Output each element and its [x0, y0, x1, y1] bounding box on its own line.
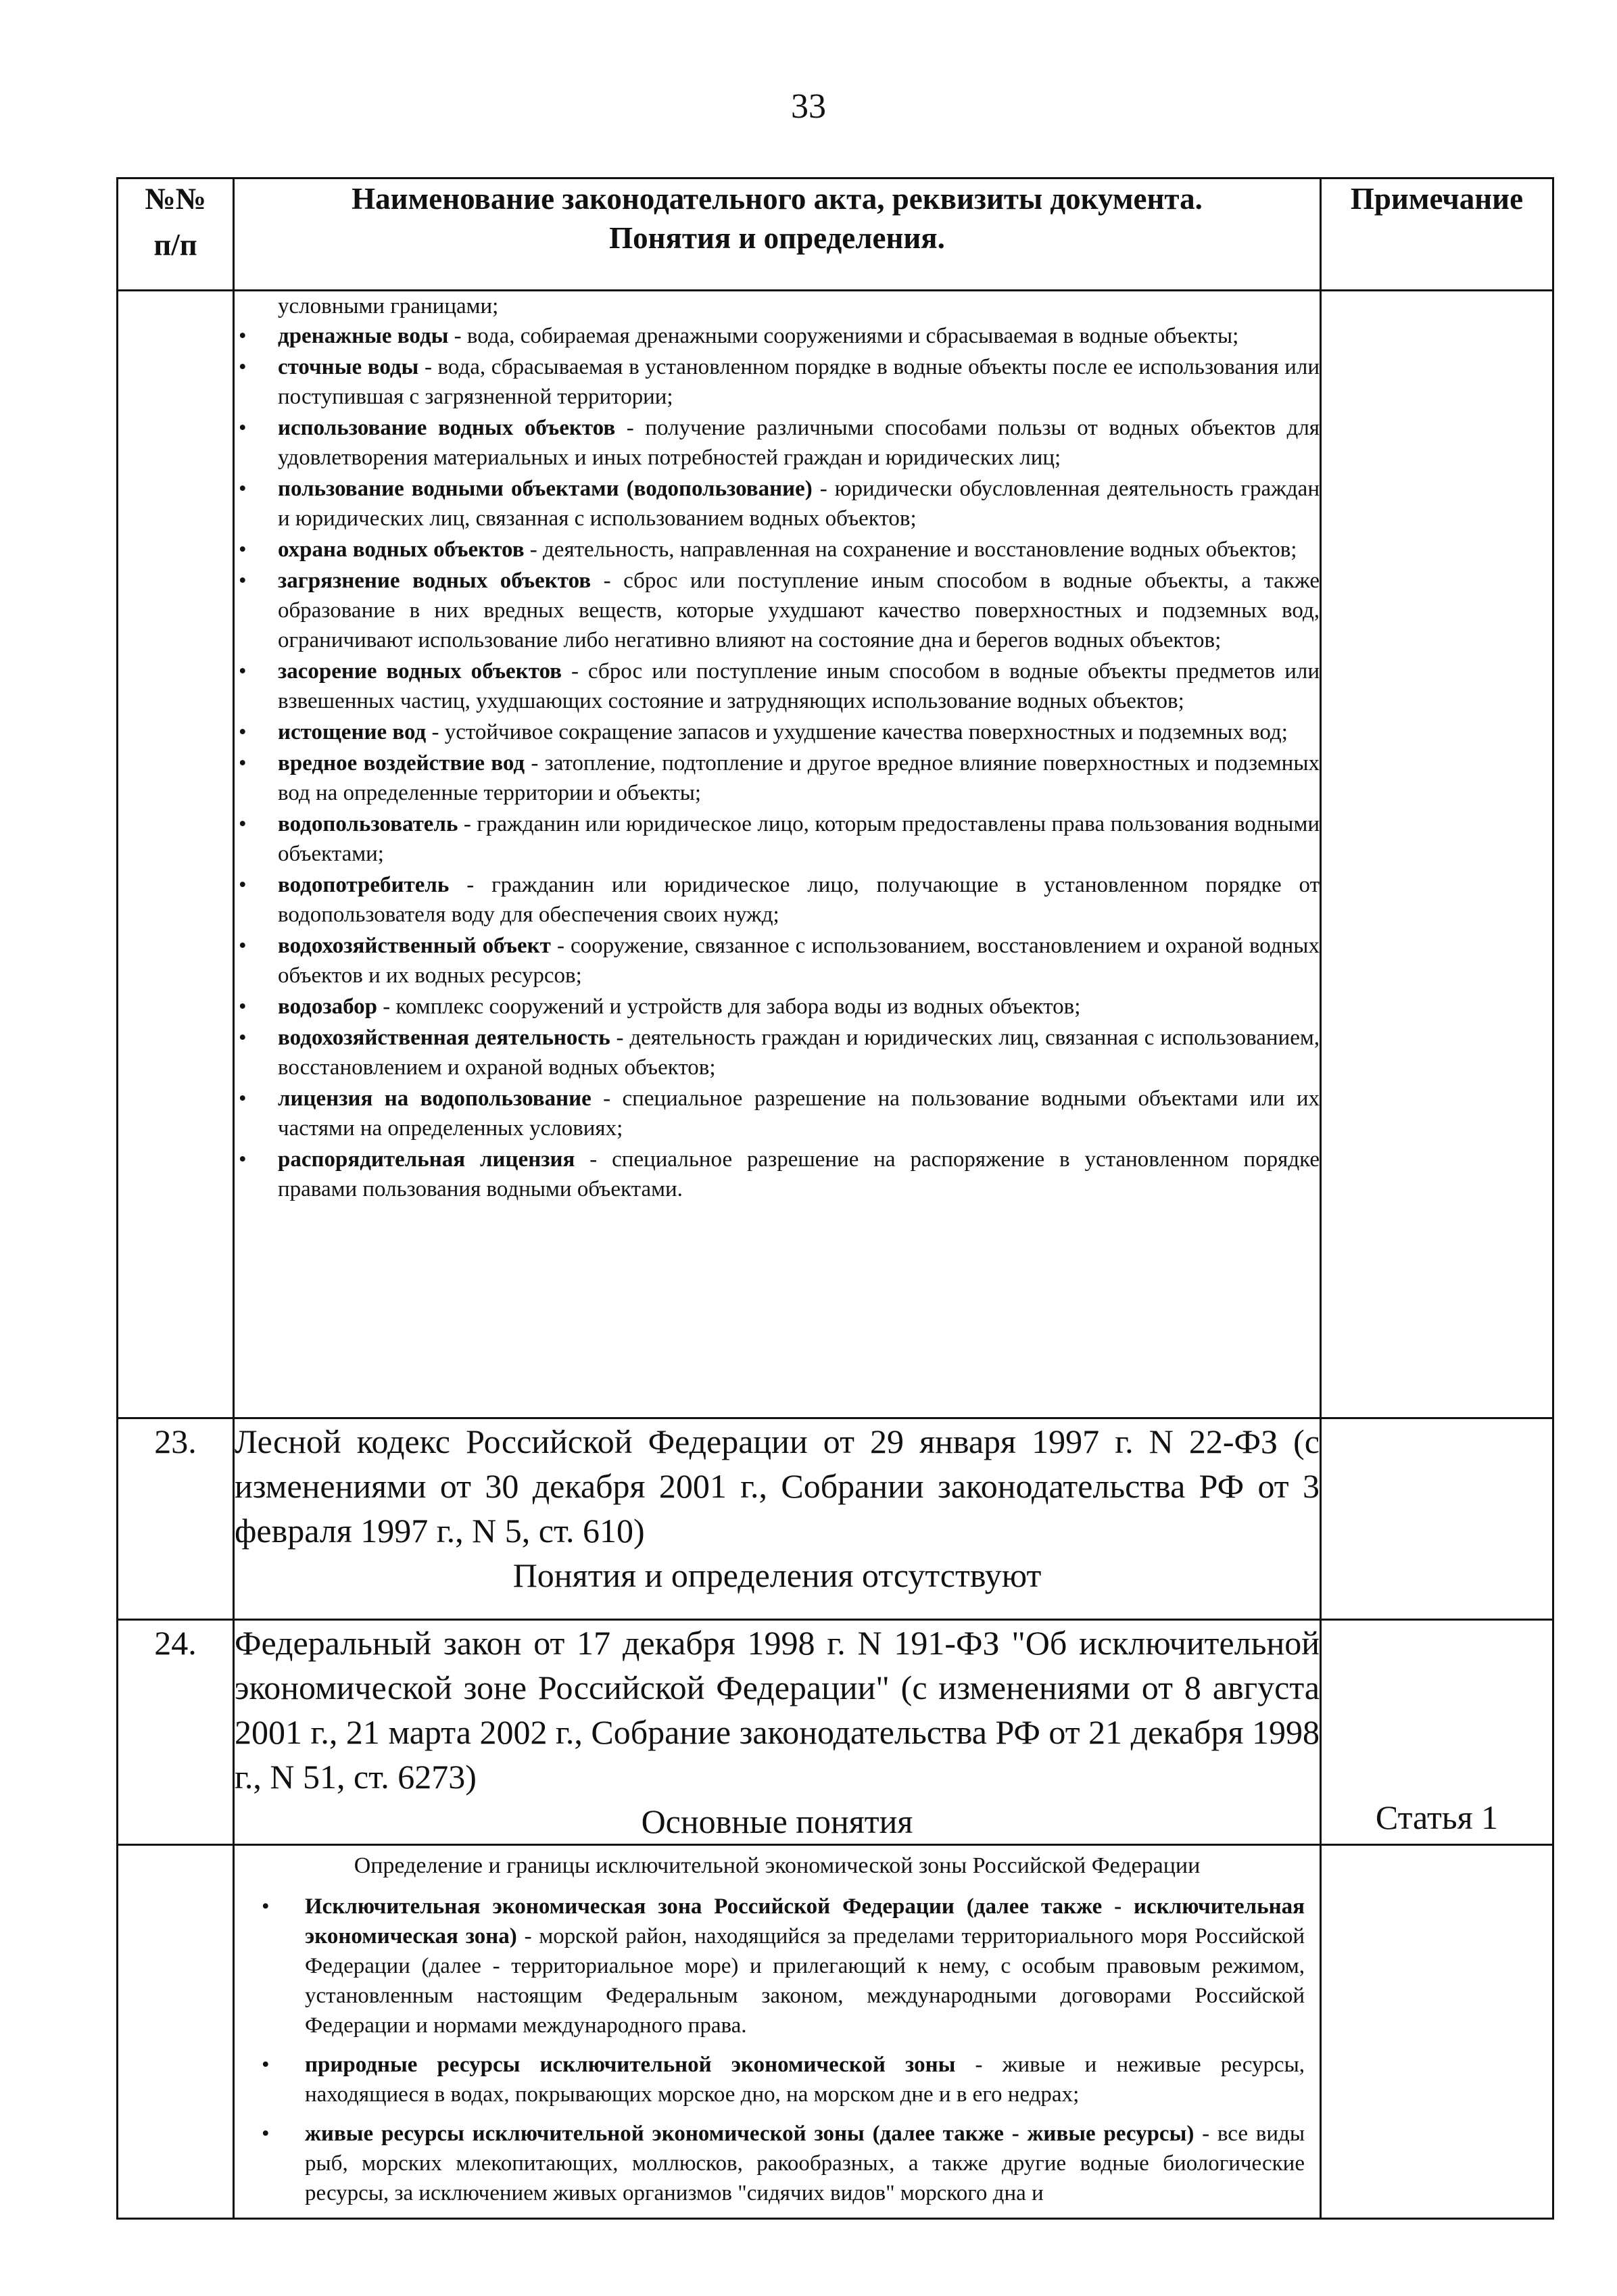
definition-text: - живые и неживые ресурсы, находящиеся в водах, покрывающих морское дно, на морском дне и в его недрах; [305, 2053, 1305, 2107]
bullet-icon: • [239, 812, 247, 836]
continuation-lead-text: условными границами; [278, 294, 499, 318]
definitions-list [235, 321, 1320, 1204]
bullet-icon: • [239, 1026, 247, 1050]
definition-term: водопотребитель [278, 873, 450, 897]
definition-term: засорение водных объектов [278, 659, 562, 684]
bullet-icon: • [239, 569, 247, 593]
bullet-icon: • [239, 659, 247, 684]
row-24-defs-cell [234, 1845, 1321, 2219]
bullet-icon: • [239, 416, 247, 440]
definition-term: водопользователь [278, 812, 458, 836]
definition-text: - сброс или поступление иным способом в водные объекты, а также образование в них вредных веществ, которые ухудшают качество поверхностных и подземных вод, ограничивают использование либо негативно влияют на состояние дна и берегов водных объектов; [278, 569, 1320, 652]
definition-text: - морской район, находящийся за пределами территориального моря Российской Федерации (далее - территориальное море) и прилегающий к нему, с особым правовым режимом, установленным настоящим Федеральным законом, международными договорами Российской Федерации и нормами международного права. [305, 1924, 1305, 2038]
header-number-column [118, 178, 234, 291]
definition-text: - юридически обусловленная деятельность граждан и юридических лиц, связанная с использованием водных объектов; [278, 477, 1320, 531]
legislation-table [116, 177, 1554, 2220]
definition-item [235, 931, 1320, 990]
definition-item [262, 2119, 1305, 2208]
page-number: 33 [791, 87, 826, 126]
definition-item [235, 352, 1320, 412]
row-23-act-title: Лесной кодекс Российской Федерации от 29 января 1997 г. N 22-ФЗ (с изменениями от 30 декабря 2001 г., Собрании законодательства РФ от 3 февраля 1997 г., N 5, ст. 610) [235, 1422, 1320, 1550]
definition-item [235, 870, 1320, 930]
row-24-subtitle: Основные понятия [641, 1802, 913, 1840]
definition-text: - все виды рыб, морских млекопитающих, моллюсков, ракообразных, а также другие водные биологические ресурсы, за исключением живых организмов "сидячих видов" морского дна и [305, 2122, 1305, 2205]
row-23-act-cell [234, 1418, 1321, 1620]
definition-term: водохозяйственная деятельность [278, 1026, 610, 1050]
definition-term: сточные воды [278, 355, 419, 379]
definition-item [235, 992, 1320, 1022]
definition-term: водохозяйственный объект [278, 934, 551, 958]
definition-term: Исключительная экономическая зона Российской Федерации (далее также - исключительная экономическая зона) [305, 1894, 1305, 1948]
definition-term: распорядительная лицензия [278, 1147, 575, 1172]
definition-text: - специальное разрешение на пользование водными объектами или их частями на определенных условиях; [278, 1086, 1320, 1141]
header-name-line1: Наименование законодательного акта, реквизиты документа. [352, 182, 1203, 216]
definition-item [262, 1892, 1305, 2040]
definition-item [235, 1023, 1320, 1082]
row-24-section-title: Определение и границы исключительной экономической зоны Российской Федерации [354, 1853, 1201, 1878]
definition-term: природные ресурсы исключительной экономической зоны [305, 2053, 956, 2077]
row-24-definitions-list [262, 1892, 1305, 2208]
definition-term: живые ресурсы исключительной экономической зоны (далее также - живые ресурсы) [305, 2122, 1194, 2146]
definition-text: - комплекс сооружений и устройств для забора воды из водных объектов; [377, 995, 1081, 1019]
row-24-defs-note-cell [1321, 1845, 1553, 2219]
continuation-note-cell [1321, 291, 1553, 1418]
definition-term: пользование водными объектами (водопользование) [278, 477, 813, 501]
continuation-number-cell [118, 291, 234, 1418]
definition-item [262, 2050, 1305, 2109]
continuation-definitions-cell [234, 291, 1321, 1418]
definition-text: - затопление, подтопление и другое вредное влияние поверхностных и подземных вод на определенные территории и объекты; [278, 751, 1320, 805]
bullet-icon: • [262, 2122, 270, 2146]
bullet-icon: • [262, 2053, 270, 2077]
row-24-number: 24. [118, 1620, 234, 1845]
definition-term: истощение вод [278, 720, 427, 744]
header-name-column [234, 178, 1321, 291]
bullet-icon: • [239, 537, 247, 562]
header-number-line2: п/п [153, 228, 197, 262]
definition-item [235, 413, 1320, 473]
definition-item [235, 1084, 1320, 1143]
bullet-icon: • [239, 1086, 247, 1111]
header-name-line2: Понятия и определения. [609, 221, 945, 255]
definition-term: лицензия на водопользование [278, 1086, 592, 1111]
definition-text: - получение различными способами пользы от водных объектов для удовлетворения материальных и иных потребностей граждан и юридических лиц; [278, 416, 1320, 470]
bullet-icon: • [239, 995, 247, 1019]
definition-text: - деятельность граждан и юридических лиц, связанная с использованием, восстановлением и охраной водных объектов; [278, 1026, 1320, 1080]
definition-term: использование водных объектов [278, 416, 616, 440]
bullet-icon: • [239, 720, 247, 744]
definition-text: - гражданин или юридическое лицо, получающие в установленном порядке от водопользователя воду для обеспечения своих нужд; [278, 873, 1320, 927]
definition-term: загрязнение водных объектов [278, 569, 592, 593]
bullet-icon: • [239, 873, 247, 897]
header-number-line1: №№ [145, 182, 206, 216]
definition-text: - деятельность, направленная на сохранение и восстановление водных объектов; [524, 537, 1297, 562]
definition-item [235, 717, 1320, 747]
row-24-defs-number-cell [118, 1845, 234, 2219]
definition-text: - сооружение, связанное с использованием, восстановлением и охраной водных объектов и их водных ресурсов; [278, 934, 1320, 988]
definition-text: - вода, сбрасываемая в установленном порядке в водные объекты после ее использования или поступившая с загрязненной территории; [278, 355, 1320, 409]
bullet-icon: • [239, 355, 247, 379]
definition-text: - специальное разрешение на распоряжение в установленном порядке правами пользования водными объектами. [278, 1147, 1320, 1201]
definition-text: - устойчивое сокращение запасов и ухудшение качества поверхностных и подземных вод; [426, 720, 1288, 744]
definition-text: - сброс или поступление иным способом в водные объекты предметов или взвешенных частиц, ухудшающих состояние и затрудняющих использование водных объектов; [278, 659, 1320, 713]
definition-item [235, 748, 1320, 808]
row-24-act-cell [234, 1620, 1321, 1845]
definition-text: - гражданин или юридическое лицо, которым предоставлены права пользования водными объектами; [278, 812, 1320, 866]
row-23-subtitle: Понятия и определения отсутствуют [512, 1556, 1042, 1594]
definition-item [235, 321, 1320, 351]
row-24-note: Статья 1 [1321, 1620, 1553, 1845]
bullet-icon: • [239, 477, 247, 501]
table-header-row [118, 178, 1553, 291]
bullet-icon: • [239, 934, 247, 958]
definition-term: вредное воздействие вод [278, 751, 525, 775]
definition-item [235, 656, 1320, 716]
row-23-number: 23. [118, 1418, 234, 1620]
row-23-note [1321, 1418, 1553, 1620]
definition-item [235, 474, 1320, 533]
table-row-24 [118, 1620, 1553, 1845]
bullet-icon: • [239, 324, 247, 348]
header-note-column: Примечание [1321, 178, 1553, 291]
table-row-continuation [118, 291, 1553, 1418]
definition-item [235, 535, 1320, 565]
table-row-23 [118, 1418, 1553, 1620]
definition-item [235, 809, 1320, 869]
row-24-act-title: Федеральный закон от 17 декабря 1998 г. N 191-ФЗ "Об исключительной экономической зоне Российской Федерации" (с изменениями от 8 августа 2001 г., 21 марта 2002 г., Собрание законодательства РФ от 21 декабря 1998 г., N 51, ст. 6273) [235, 1624, 1320, 1796]
bullet-icon: • [239, 751, 247, 775]
table-row-24-definitions [118, 1845, 1553, 2219]
bullet-icon: • [239, 1147, 247, 1172]
definition-item [235, 566, 1320, 655]
definition-term: дренажные воды [278, 324, 449, 348]
definition-term: охрана водных объектов [278, 537, 525, 562]
definition-item [235, 1145, 1320, 1204]
definition-term: водозабор [278, 995, 378, 1019]
bullet-icon: • [262, 1894, 270, 1919]
definition-text: - вода, собираемая дренажными сооружениями и сбрасываемая в водные объекты; [448, 324, 1239, 348]
